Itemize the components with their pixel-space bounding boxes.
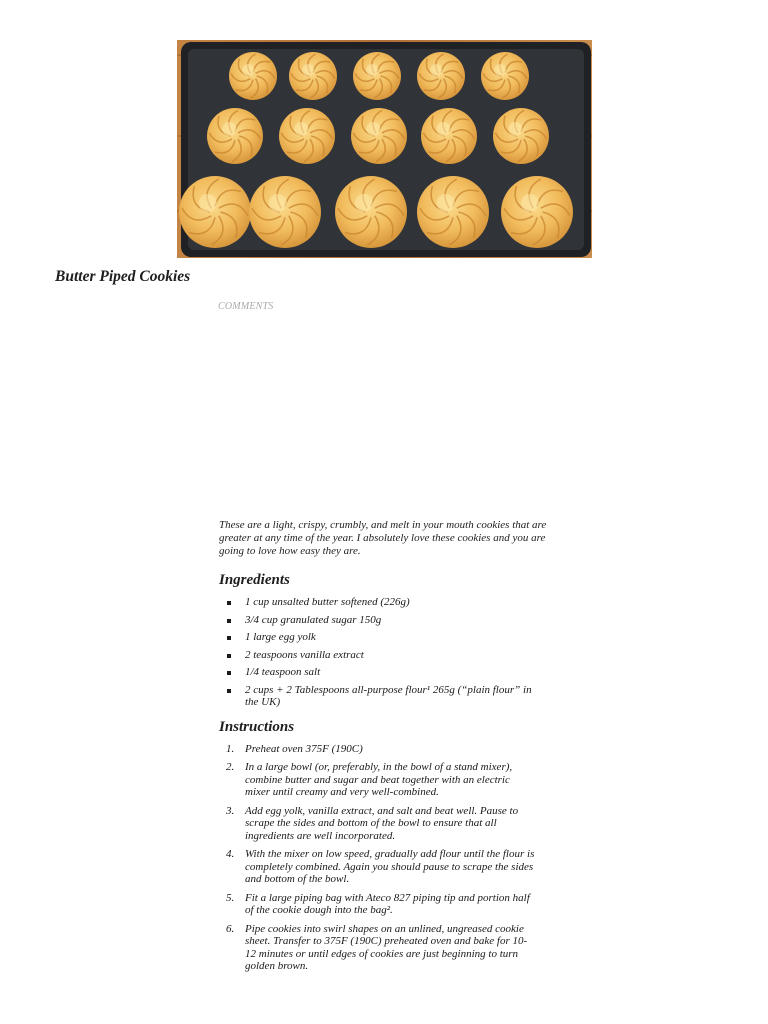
comments-link[interactable]: COMMENTS xyxy=(218,301,274,312)
bullet-icon xyxy=(227,619,231,623)
step-text: In a large bowl (or, preferably, in the bowl of a stand mixer), combine butter and sugar and beat together with an electric mixer until creamy and very well-combined. xyxy=(245,761,513,798)
bullet-icon xyxy=(227,654,231,658)
instruction-step xyxy=(219,805,535,843)
instruction-step xyxy=(219,761,535,799)
cookie-shape xyxy=(493,108,549,164)
cookie-highlight xyxy=(437,194,455,212)
step-number: 6. xyxy=(226,922,235,935)
ingredient-item: 2 teaspoons vanilla extract xyxy=(219,649,535,662)
cookie-shape xyxy=(229,52,277,100)
cookie-shape xyxy=(481,52,529,100)
cookie-highlight xyxy=(494,64,506,76)
step-text: Add egg yolk, vanilla extract, and salt and beat well. Pause to scrape the sides and bottom of the bowl to ensure that all ingredients are well incorporated. xyxy=(245,804,519,842)
cookie-highlight xyxy=(430,64,442,76)
cookie-shape xyxy=(351,108,407,164)
instruction-step xyxy=(219,923,535,973)
cookie-shape xyxy=(501,176,573,248)
instructions-heading: Instructions xyxy=(219,718,295,735)
cookie-highlight xyxy=(302,64,314,76)
cookie-highlight xyxy=(366,64,378,76)
cookie-highlight xyxy=(366,122,380,136)
cookie-highlight xyxy=(521,194,539,212)
article-title: Butter Piped Cookies xyxy=(55,268,191,285)
cookie-highlight xyxy=(242,64,254,76)
cookie-tray-illustration xyxy=(177,40,592,258)
cookie-shape xyxy=(417,176,489,248)
cookie-shape xyxy=(179,176,251,248)
ingredient-item: 2 cups + 2 Tablespoons all-purpose flour¹ 265g (“plain flour” in the UK) xyxy=(219,684,535,709)
cookie-shape xyxy=(249,176,321,248)
hero-image xyxy=(177,40,592,258)
step-number: 3. xyxy=(226,804,235,817)
instructions-list xyxy=(219,743,559,973)
step-text: Preheat oven 375F (190C) xyxy=(245,742,363,755)
ingredient-item: 1 cup unsalted butter softened (226g) xyxy=(219,596,535,609)
ingredient-item: 3/4 cup granulated sugar 150g xyxy=(219,614,535,627)
step-text: With the mixer on low speed, gradually add flour until the flour is completely combined. Again you should pause to scrape the sides and bottom of the bowl. xyxy=(245,848,535,885)
step-text: Fit a large piping bag with Ateco 827 piping tip and portion half of the cookie dough into the bag². xyxy=(245,891,530,916)
cookie-shape xyxy=(207,108,263,164)
step-number: 2. xyxy=(226,761,235,773)
intro-paragraph: These are a light, crispy, crumbly, and melt in your mouth cookies that are greater at any time of the year. I absolutely love these cookies and you are going to love how easy they are. xyxy=(219,519,547,557)
instruction-step xyxy=(219,743,535,756)
cookie-highlight xyxy=(199,194,217,212)
cookie-highlight xyxy=(294,122,308,136)
article-body xyxy=(219,519,559,979)
instruction-step xyxy=(219,848,535,886)
cookie-highlight xyxy=(508,122,522,136)
cookie-highlight xyxy=(436,122,450,136)
ingredients-heading: Ingredients xyxy=(219,572,290,588)
cookie-highlight xyxy=(269,194,287,212)
instruction-step xyxy=(219,892,535,917)
cookies-group xyxy=(179,52,573,248)
step-number: 1. xyxy=(226,742,235,755)
step-number: 5. xyxy=(226,891,235,904)
step-text: Pipe cookies into swirl shapes on an unlined, ungreased cookie sheet. Transfer to 375F (190C) preheated oven and bake for 10-12 minutes or until edges of cookies are just beginning to turn golden brown. xyxy=(245,922,528,972)
cookie-shape xyxy=(353,52,401,100)
cookie-highlight xyxy=(355,194,373,212)
bullet-icon xyxy=(227,689,231,693)
cookie-highlight xyxy=(222,122,236,136)
bullet-icon xyxy=(227,636,231,640)
bullet-icon xyxy=(227,671,231,675)
ingredient-item: 1/4 teaspoon salt xyxy=(219,666,535,679)
cookie-shape xyxy=(279,108,335,164)
cookie-shape xyxy=(289,52,337,100)
cookie-shape xyxy=(417,52,465,100)
bullet-icon xyxy=(227,601,231,605)
step-number: 4. xyxy=(226,848,235,860)
ingredients-list xyxy=(219,596,559,709)
cookie-shape xyxy=(421,108,477,164)
cookie-shape xyxy=(335,176,407,248)
ingredient-item: 1 large egg yolk xyxy=(219,631,535,644)
